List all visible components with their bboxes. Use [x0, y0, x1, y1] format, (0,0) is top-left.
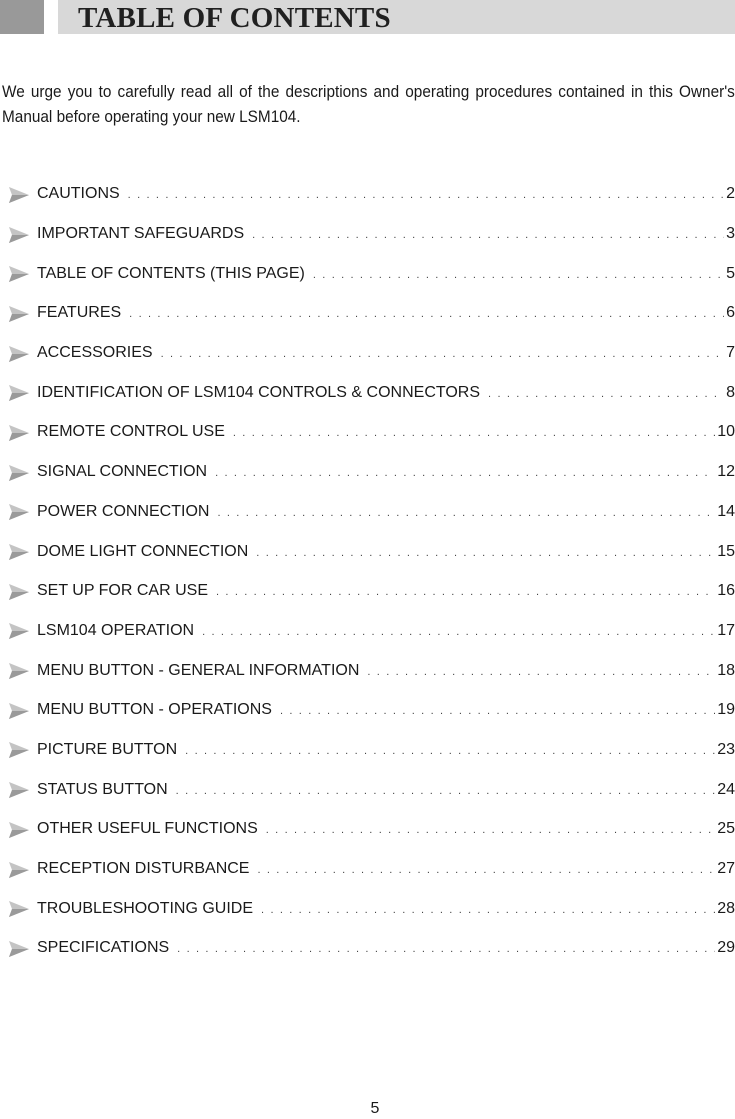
- arrow-right-icon: [8, 900, 30, 918]
- toc-entry[interactable]: [8, 850, 735, 890]
- toc-entry-label: POWER CONNECTION: [37, 502, 210, 520]
- toc-dot-leader: [256, 543, 715, 563]
- toc-entry-page: 25: [717, 820, 735, 838]
- toc-entry[interactable]: [8, 691, 735, 731]
- toc-dot-leader: [280, 701, 715, 721]
- page-title: TABLE OF CONTENTS: [78, 2, 391, 34]
- toc-entry[interactable]: [8, 334, 735, 374]
- header-gray-block: [0, 0, 44, 34]
- toc-dot-leader: [216, 582, 715, 602]
- toc-entry[interactable]: [8, 731, 735, 771]
- toc-entry[interactable]: [8, 532, 735, 572]
- toc-dot-leader: [215, 463, 715, 483]
- toc-entry-page: 19: [717, 701, 735, 719]
- header-bar: [58, 0, 735, 34]
- arrow-right-icon: [8, 741, 30, 759]
- toc-entry[interactable]: [8, 493, 735, 533]
- toc-entry-page: 16: [717, 582, 735, 600]
- toc-entry[interactable]: [8, 413, 735, 453]
- toc-entry[interactable]: [8, 294, 735, 334]
- toc-entry-label: REMOTE CONTROL USE: [37, 423, 225, 441]
- intro-paragraph: We urge you to carefully read all of the descriptions and operating procedures contained in this Owner's Manual before operating your new LSM104.: [2, 83, 735, 126]
- toc-entry[interactable]: [8, 651, 735, 691]
- toc-entry[interactable]: [8, 572, 735, 612]
- arrow-right-icon: [8, 940, 30, 958]
- toc-entry-label: PICTURE BUTTON: [37, 740, 178, 758]
- toc-entry-page: 2: [726, 185, 735, 203]
- toc-dot-leader: [313, 265, 724, 285]
- toc-entry[interactable]: [8, 254, 735, 294]
- toc-dot-leader: [128, 185, 724, 205]
- toc-entry-page: 15: [717, 542, 735, 560]
- toc-entry-page: 3: [726, 225, 735, 243]
- toc-entry-label: MENU BUTTON - GENERAL INFORMATION: [37, 661, 360, 679]
- toc-entry[interactable]: [8, 810, 735, 850]
- toc-entry-label: CAUTIONS: [37, 185, 120, 203]
- toc-entry-label: LSM104 OPERATION: [37, 621, 195, 639]
- arrow-right-icon: [8, 503, 30, 521]
- toc-entry-label: SIGNAL CONNECTION: [37, 463, 208, 481]
- arrow-right-icon: [8, 861, 30, 879]
- toc-entry-label: TABLE OF CONTENTS (THIS PAGE): [37, 264, 305, 282]
- table-of-contents: [8, 175, 735, 969]
- toc-dot-leader: [367, 662, 715, 682]
- toc-entry-label: DOME LIGHT CONNECTION: [37, 542, 249, 560]
- toc-entry-page: 6: [726, 304, 735, 322]
- arrow-right-icon: [8, 345, 30, 363]
- toc-entry[interactable]: [8, 929, 735, 969]
- toc-entry[interactable]: [8, 175, 735, 215]
- toc-entry-label: TROUBLESHOOTING GUIDE: [37, 899, 254, 917]
- toc-entry-label: IMPORTANT SAFEGUARDS: [37, 225, 245, 243]
- toc-entry-label: OTHER USEFUL FUNCTIONS: [37, 820, 258, 838]
- toc-entry-label: RECEPTION DISTURBANCE: [37, 860, 250, 878]
- toc-entry-page: 23: [717, 740, 735, 758]
- toc-entry-page: 10: [717, 423, 735, 441]
- toc-entry-label: SPECIFICATIONS: [37, 939, 170, 957]
- page-number: 5: [370, 1100, 380, 1117]
- toc-entry-page: 18: [717, 661, 735, 679]
- toc-entry-page: 17: [717, 621, 735, 639]
- arrow-right-icon: [8, 186, 30, 204]
- toc-dot-leader: [177, 939, 715, 959]
- toc-dot-leader: [252, 225, 724, 245]
- arrow-right-icon: [8, 543, 30, 561]
- toc-dot-leader: [488, 384, 724, 404]
- toc-dot-leader: [261, 900, 715, 920]
- toc-dot-leader: [129, 304, 724, 324]
- toc-entry-page: 28: [717, 899, 735, 917]
- toc-dot-leader: [266, 820, 715, 840]
- arrow-right-icon: [8, 226, 30, 244]
- toc-entry-label: SET UP FOR CAR USE: [37, 582, 208, 600]
- toc-dot-leader: [257, 860, 715, 880]
- arrow-right-icon: [8, 821, 30, 839]
- toc-entry[interactable]: [8, 215, 735, 255]
- toc-entry-label: STATUS BUTTON: [37, 780, 168, 798]
- arrow-right-icon: [8, 265, 30, 283]
- toc-entry-page: 14: [717, 502, 735, 520]
- toc-dot-leader: [233, 423, 715, 443]
- toc-dot-leader: [161, 344, 725, 364]
- toc-entry[interactable]: [8, 612, 735, 652]
- toc-entry-page: 5: [726, 264, 735, 282]
- arrow-right-icon: [8, 583, 30, 601]
- toc-entry[interactable]: [8, 453, 735, 493]
- toc-entry-page: 27: [717, 860, 735, 878]
- arrow-right-icon: [8, 384, 30, 402]
- arrow-right-icon: [8, 464, 30, 482]
- toc-entry[interactable]: [8, 770, 735, 810]
- toc-entry-page: 24: [717, 780, 735, 798]
- toc-entry-page: 7: [726, 344, 735, 362]
- arrow-right-icon: [8, 781, 30, 799]
- toc-dot-leader: [185, 741, 715, 761]
- arrow-right-icon: [8, 424, 30, 442]
- toc-entry[interactable]: [8, 373, 735, 413]
- arrow-right-icon: [8, 305, 30, 323]
- toc-entry-label: FEATURES: [37, 304, 122, 322]
- arrow-right-icon: [8, 622, 30, 640]
- toc-dot-leader: [202, 622, 715, 642]
- toc-entry-page: 12: [717, 463, 735, 481]
- toc-entry-label: MENU BUTTON - OPERATIONS: [37, 701, 272, 719]
- arrow-right-icon: [8, 662, 30, 680]
- toc-entry[interactable]: [8, 889, 735, 929]
- toc-dot-leader: [217, 503, 715, 523]
- toc-entry-page: 29: [717, 939, 735, 957]
- toc-entry-label: ACCESSORIES: [37, 344, 153, 362]
- toc-entry-page: 8: [726, 383, 735, 401]
- toc-dot-leader: [176, 781, 716, 801]
- toc-entry-label: IDENTIFICATION OF LSM104 CONTROLS & CONNECTORS: [37, 383, 481, 401]
- arrow-right-icon: [8, 702, 30, 720]
